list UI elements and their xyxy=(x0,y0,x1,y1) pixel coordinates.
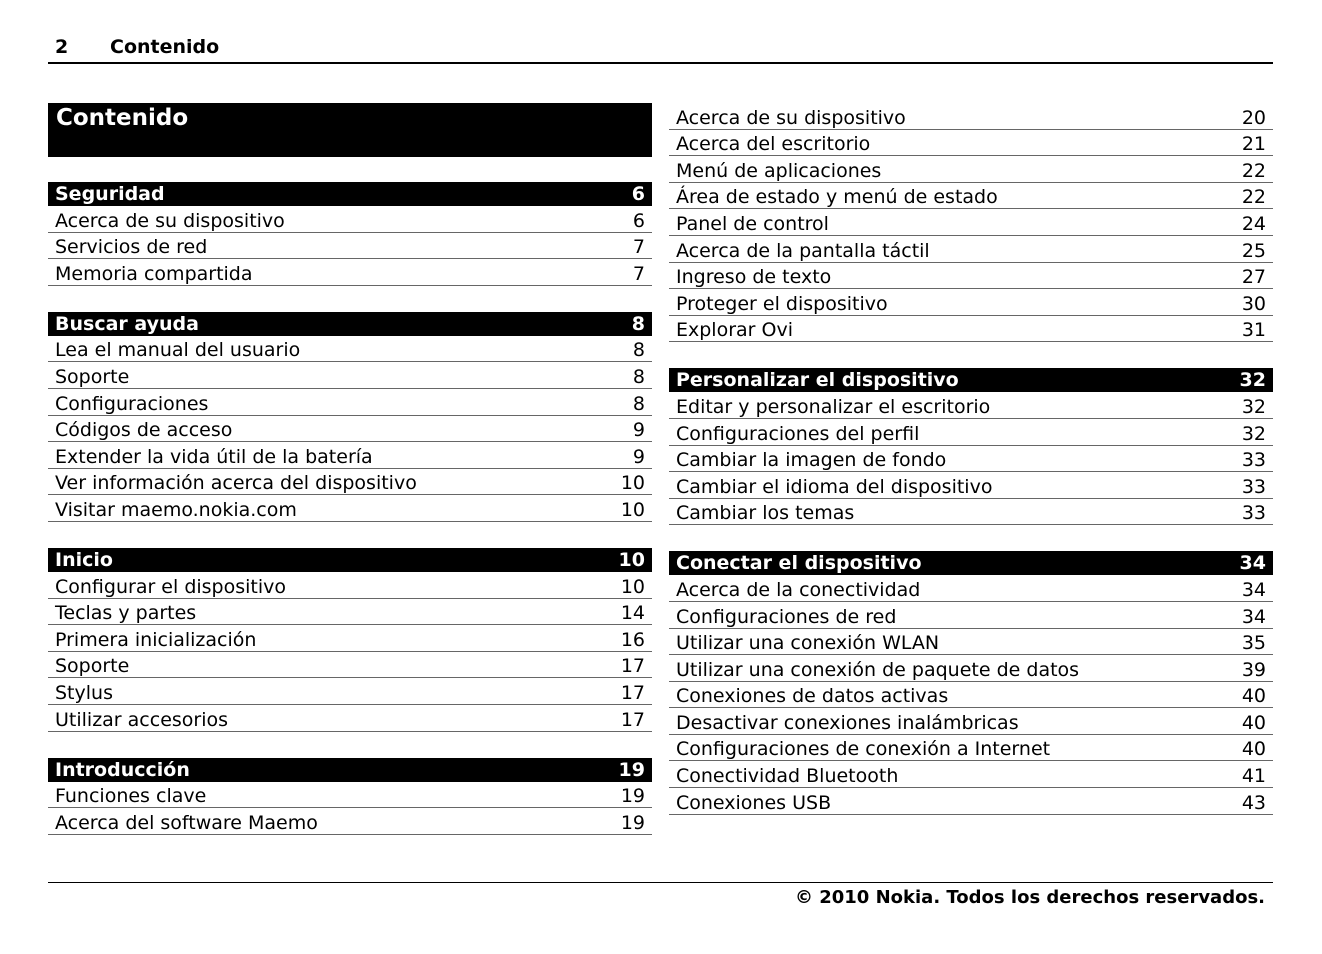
toc-right-column xyxy=(669,103,1273,815)
page-ref: 8 xyxy=(632,365,645,388)
page-ref: 10 xyxy=(620,472,645,495)
entry-label: Memoria compartida xyxy=(55,262,253,285)
page-ref: 40 xyxy=(1241,738,1266,761)
entry-label: Explorar Ovi xyxy=(676,319,793,342)
entry-label: Acerca de la conectividad xyxy=(676,578,921,601)
entry-label: Acerca de su dispositivo xyxy=(676,106,906,129)
page-ref: 16 xyxy=(620,628,645,651)
toc-entry[interactable] xyxy=(48,782,652,809)
page-ref: 27 xyxy=(1241,266,1266,289)
entry-label: Acerca del escritorio xyxy=(676,133,871,156)
entry-label: Acerca del software Maemo xyxy=(55,811,318,834)
page-ref: 32 xyxy=(1239,369,1266,392)
toc-entry[interactable] xyxy=(669,629,1273,656)
page-ref: 33 xyxy=(1241,502,1266,525)
toc-entry[interactable] xyxy=(669,682,1273,709)
page-ref: 7 xyxy=(632,236,645,259)
entry-label: Utilizar accesorios xyxy=(55,708,229,731)
section-heading[interactable] xyxy=(48,182,652,206)
page-footer xyxy=(48,882,1273,923)
entry-label: Servicios de red xyxy=(55,236,208,259)
page-ref: 8 xyxy=(632,339,645,362)
entry-label: Soporte xyxy=(55,365,130,388)
entry-label: Funciones clave xyxy=(55,785,207,808)
entry-label: Cambiar el idioma del dispositivo xyxy=(676,475,993,498)
page-ref: 32 xyxy=(1241,422,1266,445)
running-title: Contenido xyxy=(110,36,220,58)
toc-entry[interactable] xyxy=(48,808,652,835)
page-ref: 10 xyxy=(620,575,645,598)
page-ref: 6 xyxy=(631,183,645,205)
page-ref: 19 xyxy=(620,785,645,808)
entry-label: Utilizar una conexión de paquete de datos xyxy=(676,658,1080,681)
page-ref: 8 xyxy=(631,312,645,335)
toc-entry[interactable] xyxy=(48,442,652,469)
section-title: Introducción xyxy=(55,758,190,781)
toc-entry[interactable] xyxy=(48,336,652,363)
toc-entry[interactable] xyxy=(669,575,1273,602)
page-ref: 10 xyxy=(620,498,645,521)
entry-label: Configuraciones de red xyxy=(676,605,897,628)
entry-label: Conectividad Bluetooth xyxy=(676,765,899,788)
toc-entry[interactable] xyxy=(48,678,652,705)
toc-entry[interactable] xyxy=(669,103,1273,130)
entry-label: Configurar el dispositivo xyxy=(55,575,287,598)
page-ref: 10 xyxy=(618,548,645,571)
toc-entry[interactable] xyxy=(669,392,1273,419)
toc-entry[interactable] xyxy=(48,469,652,496)
toc-entry[interactable] xyxy=(48,572,652,599)
section-heading[interactable] xyxy=(48,548,652,572)
toc-entry[interactable] xyxy=(48,652,652,679)
toc-entry[interactable] xyxy=(669,708,1273,735)
page-ref: 41 xyxy=(1241,765,1266,788)
page-ref: 32 xyxy=(1241,395,1266,418)
toc-entry[interactable] xyxy=(669,209,1273,236)
page-ref: 14 xyxy=(620,602,645,625)
page-number: 2 xyxy=(55,36,69,58)
entry-label: Editar y personalizar el escritorio xyxy=(676,395,991,418)
page-ref: 40 xyxy=(1241,711,1266,734)
page-ref: 33 xyxy=(1241,475,1266,498)
toc-entry[interactable] xyxy=(48,599,652,626)
entry-label: Utilizar una conexión WLAN xyxy=(676,632,940,655)
page-ref: 30 xyxy=(1241,292,1266,315)
toc-entry[interactable] xyxy=(48,495,652,522)
page-header xyxy=(48,34,1273,64)
section-title: Conectar el dispositivo xyxy=(676,552,922,575)
entry-label: Stylus xyxy=(55,681,113,704)
toc-entry[interactable] xyxy=(669,499,1273,526)
section-title: Buscar ayuda xyxy=(55,312,199,335)
toc-entry[interactable] xyxy=(669,236,1273,263)
page-ref: 9 xyxy=(632,419,645,442)
toc-entry[interactable] xyxy=(669,130,1273,157)
entry-label: Configuraciones de conexión a Internet xyxy=(676,738,1051,761)
page-ref: 22 xyxy=(1241,159,1266,182)
entry-label: Teclas y partes xyxy=(55,602,197,625)
entry-label: Proteger el dispositivo xyxy=(676,292,888,315)
toc-entry[interactable] xyxy=(48,206,652,233)
page-ref: 24 xyxy=(1241,212,1266,235)
entry-label: Códigos de acceso xyxy=(55,419,233,442)
page-ref: 34 xyxy=(1241,578,1266,601)
page-ref: 7 xyxy=(632,262,645,285)
toc-left-column xyxy=(48,103,652,835)
section-heading[interactable] xyxy=(669,368,1273,392)
section-title: Seguridad xyxy=(55,183,165,205)
page-ref: 35 xyxy=(1241,632,1266,655)
page-ref: 21 xyxy=(1241,133,1266,156)
toc-entry[interactable] xyxy=(48,233,652,260)
section-heading[interactable] xyxy=(48,758,652,782)
entry-label: Área de estado y menú de estado xyxy=(676,186,998,209)
toc-entry[interactable] xyxy=(669,788,1273,815)
page-ref: 40 xyxy=(1241,685,1266,708)
section-heading[interactable] xyxy=(669,551,1273,575)
page-ref: 8 xyxy=(632,392,645,415)
toc-entry[interactable] xyxy=(48,416,652,443)
page-ref: 17 xyxy=(620,655,645,678)
toc-entry[interactable] xyxy=(669,602,1273,629)
entry-label: Soporte xyxy=(55,655,130,678)
entry-label: Ingreso de texto xyxy=(676,266,832,289)
entry-label: Ver información acerca del dispositivo xyxy=(55,472,417,495)
toc-entry[interactable] xyxy=(669,761,1273,788)
page-ref: 25 xyxy=(1241,239,1266,262)
toc-entry[interactable] xyxy=(669,183,1273,210)
toc-entry[interactable] xyxy=(669,263,1273,290)
entry-label: Desactivar conexiones inalámbricas xyxy=(676,711,1019,734)
toc-entry[interactable] xyxy=(669,735,1273,762)
toc-entry[interactable] xyxy=(669,289,1273,316)
entry-label: Acerca de la pantalla táctil xyxy=(676,239,930,262)
page-ref: 19 xyxy=(618,758,645,781)
toc-title: Contenido xyxy=(48,103,652,157)
copyright-notice: © 2010 Nokia. Todos los derechos reservados. xyxy=(794,887,1265,908)
page-ref: 6 xyxy=(632,209,645,232)
page-ref: 17 xyxy=(620,708,645,731)
page-ref: 33 xyxy=(1241,449,1266,472)
page-ref: 31 xyxy=(1241,319,1266,342)
entry-label: Extender la vida útil de la batería xyxy=(55,445,373,468)
toc-entry[interactable] xyxy=(669,446,1273,473)
toc-entry[interactable] xyxy=(48,389,652,416)
page-ref: 20 xyxy=(1241,106,1266,129)
section-title: Personalizar el dispositivo xyxy=(676,369,959,392)
entry-label: Panel de control xyxy=(676,212,829,235)
entry-label: Menú de aplicaciones xyxy=(676,159,882,182)
page-ref: 34 xyxy=(1239,552,1266,575)
entry-label: Primera inicialización xyxy=(55,628,257,651)
toc-entry[interactable] xyxy=(669,316,1273,343)
entry-label: Cambiar la imagen de fondo xyxy=(676,449,947,472)
entry-label: Visitar maemo.nokia.com xyxy=(55,498,297,521)
page-ref: 19 xyxy=(620,811,645,834)
toc-entry[interactable] xyxy=(669,156,1273,183)
page-ref: 17 xyxy=(620,681,645,704)
entry-label: Conexiones de datos activas xyxy=(676,685,949,708)
toc-entry[interactable] xyxy=(669,419,1273,446)
toc-entry[interactable] xyxy=(48,259,652,286)
page-ref: 9 xyxy=(632,445,645,468)
section-heading[interactable] xyxy=(48,312,652,336)
page-ref: 34 xyxy=(1241,605,1266,628)
toc-entry[interactable] xyxy=(48,705,652,732)
page-ref: 39 xyxy=(1241,658,1266,681)
entry-label: Lea el manual del usuario xyxy=(55,339,301,362)
entry-label: Cambiar los temas xyxy=(676,502,855,525)
entry-label: Configuraciones del perfil xyxy=(676,422,920,445)
entry-label: Conexiones USB xyxy=(676,791,832,814)
toc-entry[interactable] xyxy=(48,362,652,389)
section-title: Inicio xyxy=(55,548,113,571)
page-ref: 22 xyxy=(1241,186,1266,209)
entry-label: Acerca de su dispositivo xyxy=(55,209,285,232)
toc-entry[interactable] xyxy=(48,625,652,652)
toc-entry[interactable] xyxy=(669,655,1273,682)
entry-label: Configuraciones xyxy=(55,392,209,415)
toc-entry[interactable] xyxy=(669,472,1273,499)
page-ref: 43 xyxy=(1241,791,1266,814)
